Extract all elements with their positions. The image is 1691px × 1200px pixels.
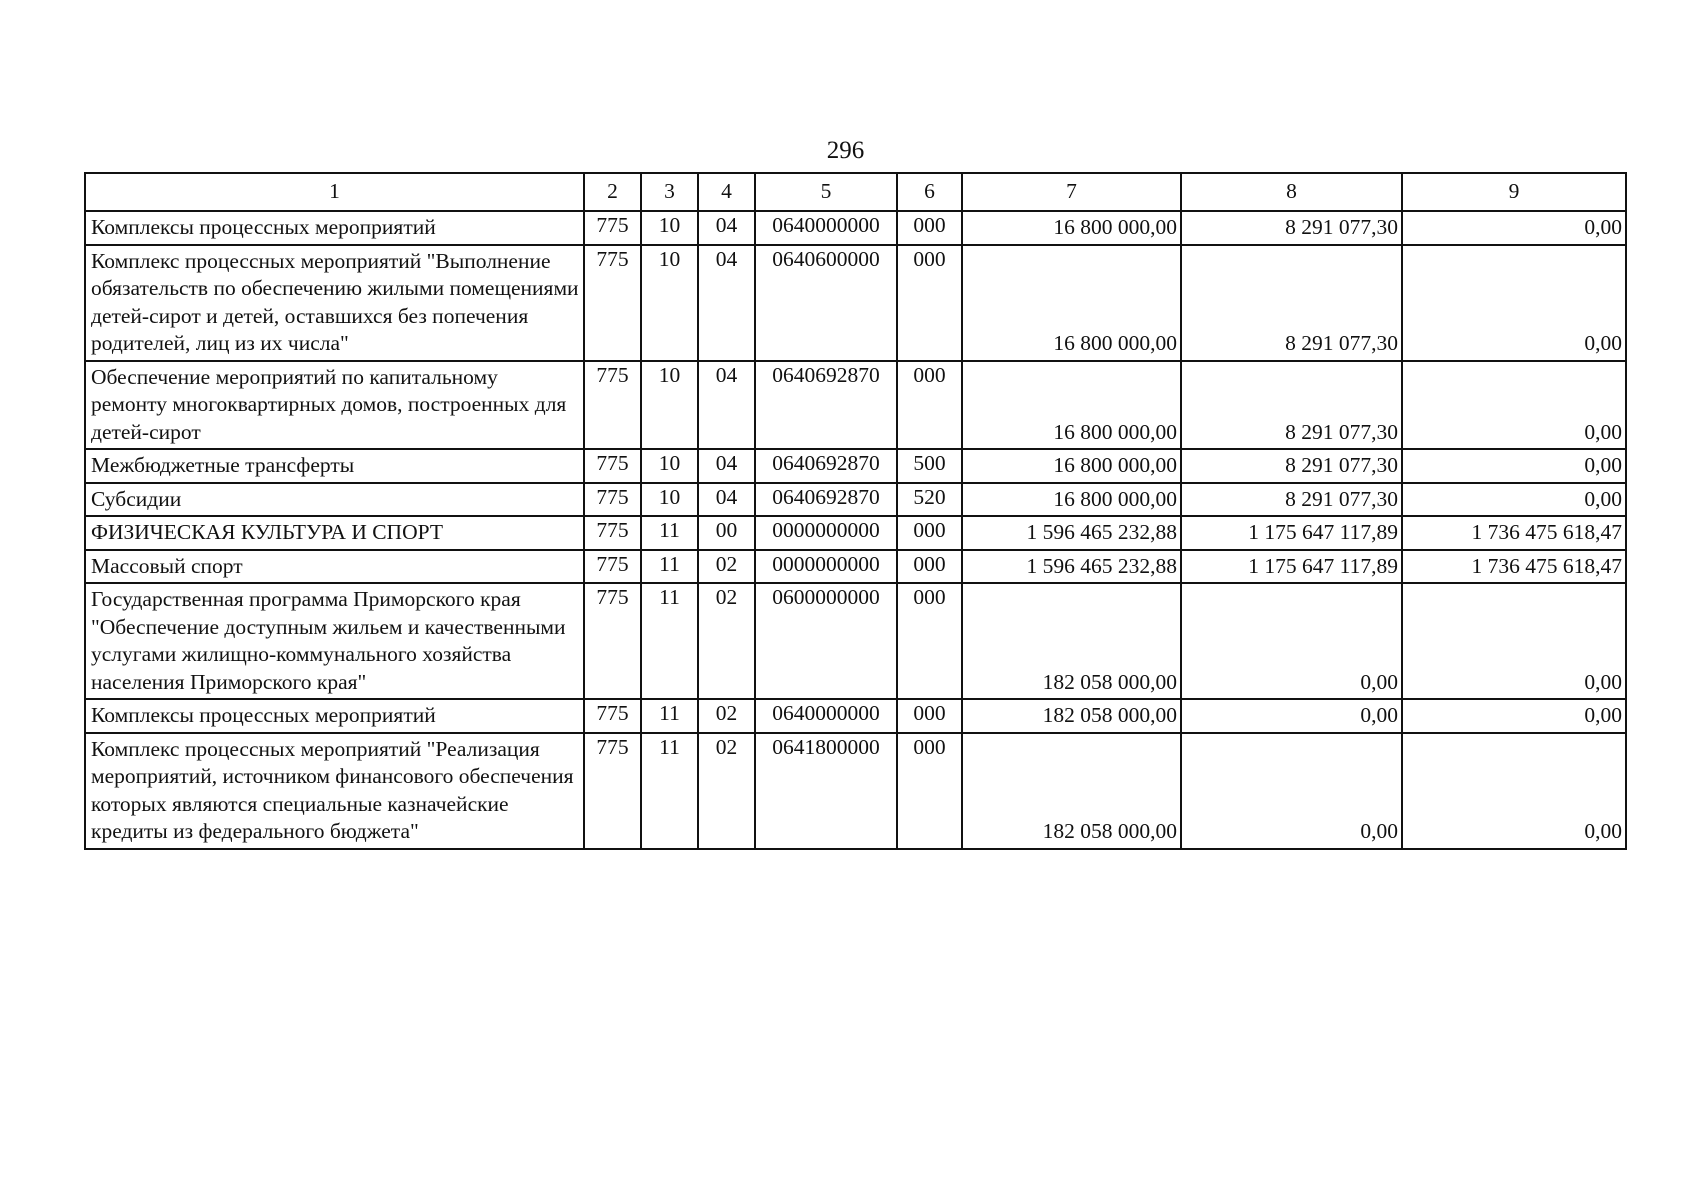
column-header: 8	[1181, 173, 1402, 211]
code-cell: 10	[641, 245, 698, 361]
amount-cell: 16 800 000,00	[962, 211, 1181, 245]
amount-cell: 1 596 465 232,88	[962, 516, 1181, 550]
amount-cell: 0,00	[1402, 211, 1626, 245]
amount-cell: 182 058 000,00	[962, 583, 1181, 699]
amount-cell: 0,00	[1402, 361, 1626, 450]
code-cell: 04	[698, 449, 755, 483]
table-row	[85, 361, 1626, 450]
code-cell: 10	[641, 211, 698, 245]
amount-cell: 182 058 000,00	[962, 733, 1181, 849]
amount-cell: 182 058 000,00	[962, 699, 1181, 733]
code-cell: 0641800000	[755, 733, 897, 849]
amount-cell: 8 291 077,30	[1181, 361, 1402, 450]
row-name: Обеспечение мероприятий по капитальному ремонту многоквартирных домов, построенных для детей-сирот	[85, 361, 584, 450]
column-header: 5	[755, 173, 897, 211]
amount-cell: 16 800 000,00	[962, 245, 1181, 361]
code-cell: 02	[698, 733, 755, 849]
table-row	[85, 733, 1626, 849]
row-name: Государственная программа Приморского края "Обеспечение доступным жильем и качественными услугами жилищно-коммунального хозяйства населения Приморского края"	[85, 583, 584, 699]
amount-cell: 0,00	[1181, 733, 1402, 849]
table-row	[85, 483, 1626, 517]
code-cell: 775	[584, 361, 641, 450]
row-name: Массовый спорт	[85, 550, 584, 584]
column-header: 6	[897, 173, 962, 211]
code-cell: 04	[698, 361, 755, 450]
amount-cell: 0,00	[1402, 699, 1626, 733]
code-cell: 775	[584, 516, 641, 550]
budget-table	[84, 172, 1627, 850]
code-cell: 0640600000	[755, 245, 897, 361]
amount-cell: 8 291 077,30	[1181, 211, 1402, 245]
column-header: 7	[962, 173, 1181, 211]
code-cell: 000	[897, 550, 962, 584]
row-name: Комплексы процессных мероприятий	[85, 699, 584, 733]
code-cell: 000	[897, 516, 962, 550]
table-row	[85, 516, 1626, 550]
code-cell: 04	[698, 245, 755, 361]
amount-cell: 16 800 000,00	[962, 361, 1181, 450]
amount-cell: 16 800 000,00	[962, 483, 1181, 517]
code-cell: 0640000000	[755, 699, 897, 733]
column-header: 3	[641, 173, 698, 211]
code-cell: 775	[584, 245, 641, 361]
code-cell: 11	[641, 583, 698, 699]
table-row	[85, 699, 1626, 733]
code-cell: 775	[584, 733, 641, 849]
amount-cell: 0,00	[1402, 483, 1626, 517]
row-name: Межбюджетные трансферты	[85, 449, 584, 483]
row-name: ФИЗИЧЕСКАЯ КУЛЬТУРА И СПОРТ	[85, 516, 584, 550]
column-header: 9	[1402, 173, 1626, 211]
code-cell: 02	[698, 550, 755, 584]
row-name: Комплекс процессных мероприятий "Реализация мероприятий, источником финансового обеспечения которых являются специальные казначейские кредиты из федерального бюджета"	[85, 733, 584, 849]
amount-cell: 1 175 647 117,89	[1181, 516, 1402, 550]
code-cell: 0640692870	[755, 449, 897, 483]
code-cell: 11	[641, 516, 698, 550]
amount-cell: 1 175 647 117,89	[1181, 550, 1402, 584]
code-cell: 000	[897, 699, 962, 733]
code-cell: 10	[641, 483, 698, 517]
row-name: Комплексы процессных мероприятий	[85, 211, 584, 245]
code-cell: 775	[584, 211, 641, 245]
amount-cell: 8 291 077,30	[1181, 449, 1402, 483]
code-cell: 775	[584, 550, 641, 584]
code-cell: 000	[897, 245, 962, 361]
code-cell: 000	[897, 583, 962, 699]
code-cell: 000	[897, 361, 962, 450]
code-cell: 500	[897, 449, 962, 483]
code-cell: 00	[698, 516, 755, 550]
code-cell: 10	[641, 361, 698, 450]
code-cell: 000	[897, 211, 962, 245]
amount-cell: 16 800 000,00	[962, 449, 1181, 483]
amount-cell: 0,00	[1402, 449, 1626, 483]
table-row	[85, 449, 1626, 483]
header-row	[85, 173, 1626, 211]
code-cell: 04	[698, 211, 755, 245]
column-header: 2	[584, 173, 641, 211]
code-cell: 11	[641, 733, 698, 849]
amount-cell: 0,00	[1181, 583, 1402, 699]
code-cell: 02	[698, 699, 755, 733]
code-cell: 11	[641, 699, 698, 733]
code-cell: 0000000000	[755, 550, 897, 584]
code-cell: 0000000000	[755, 516, 897, 550]
row-name: Комплекс процессных мероприятий "Выполнение обязательств по обеспечению жилыми помещениями детей-сирот и детей, оставшихся без попечения родителей, лиц из их числа"	[85, 245, 584, 361]
amount-cell: 1 736 475 618,47	[1402, 550, 1626, 584]
code-cell: 0640692870	[755, 483, 897, 517]
code-cell: 520	[897, 483, 962, 517]
code-cell: 02	[698, 583, 755, 699]
code-cell: 775	[584, 583, 641, 699]
page-number: 296	[826, 137, 865, 164]
code-cell: 0640692870	[755, 361, 897, 450]
column-header: 4	[698, 173, 755, 211]
table-row	[85, 550, 1626, 584]
amount-cell: 0,00	[1181, 699, 1402, 733]
amount-cell: 1 736 475 618,47	[1402, 516, 1626, 550]
table-row	[85, 211, 1626, 245]
code-cell: 10	[641, 449, 698, 483]
code-cell: 0640000000	[755, 211, 897, 245]
amount-cell: 0,00	[1402, 583, 1626, 699]
column-header: 1	[85, 173, 584, 211]
amount-cell: 0,00	[1402, 733, 1626, 849]
amount-cell: 8 291 077,30	[1181, 245, 1402, 361]
row-name: Субсидии	[85, 483, 584, 517]
code-cell: 11	[641, 550, 698, 584]
amount-cell: 1 596 465 232,88	[962, 550, 1181, 584]
amount-cell: 8 291 077,30	[1181, 483, 1402, 517]
table-row	[85, 583, 1626, 699]
code-cell: 0600000000	[755, 583, 897, 699]
code-cell: 04	[698, 483, 755, 517]
code-cell: 775	[584, 699, 641, 733]
code-cell: 775	[584, 449, 641, 483]
code-cell: 775	[584, 483, 641, 517]
code-cell: 000	[897, 733, 962, 849]
table-row	[85, 245, 1626, 361]
amount-cell: 0,00	[1402, 245, 1626, 361]
